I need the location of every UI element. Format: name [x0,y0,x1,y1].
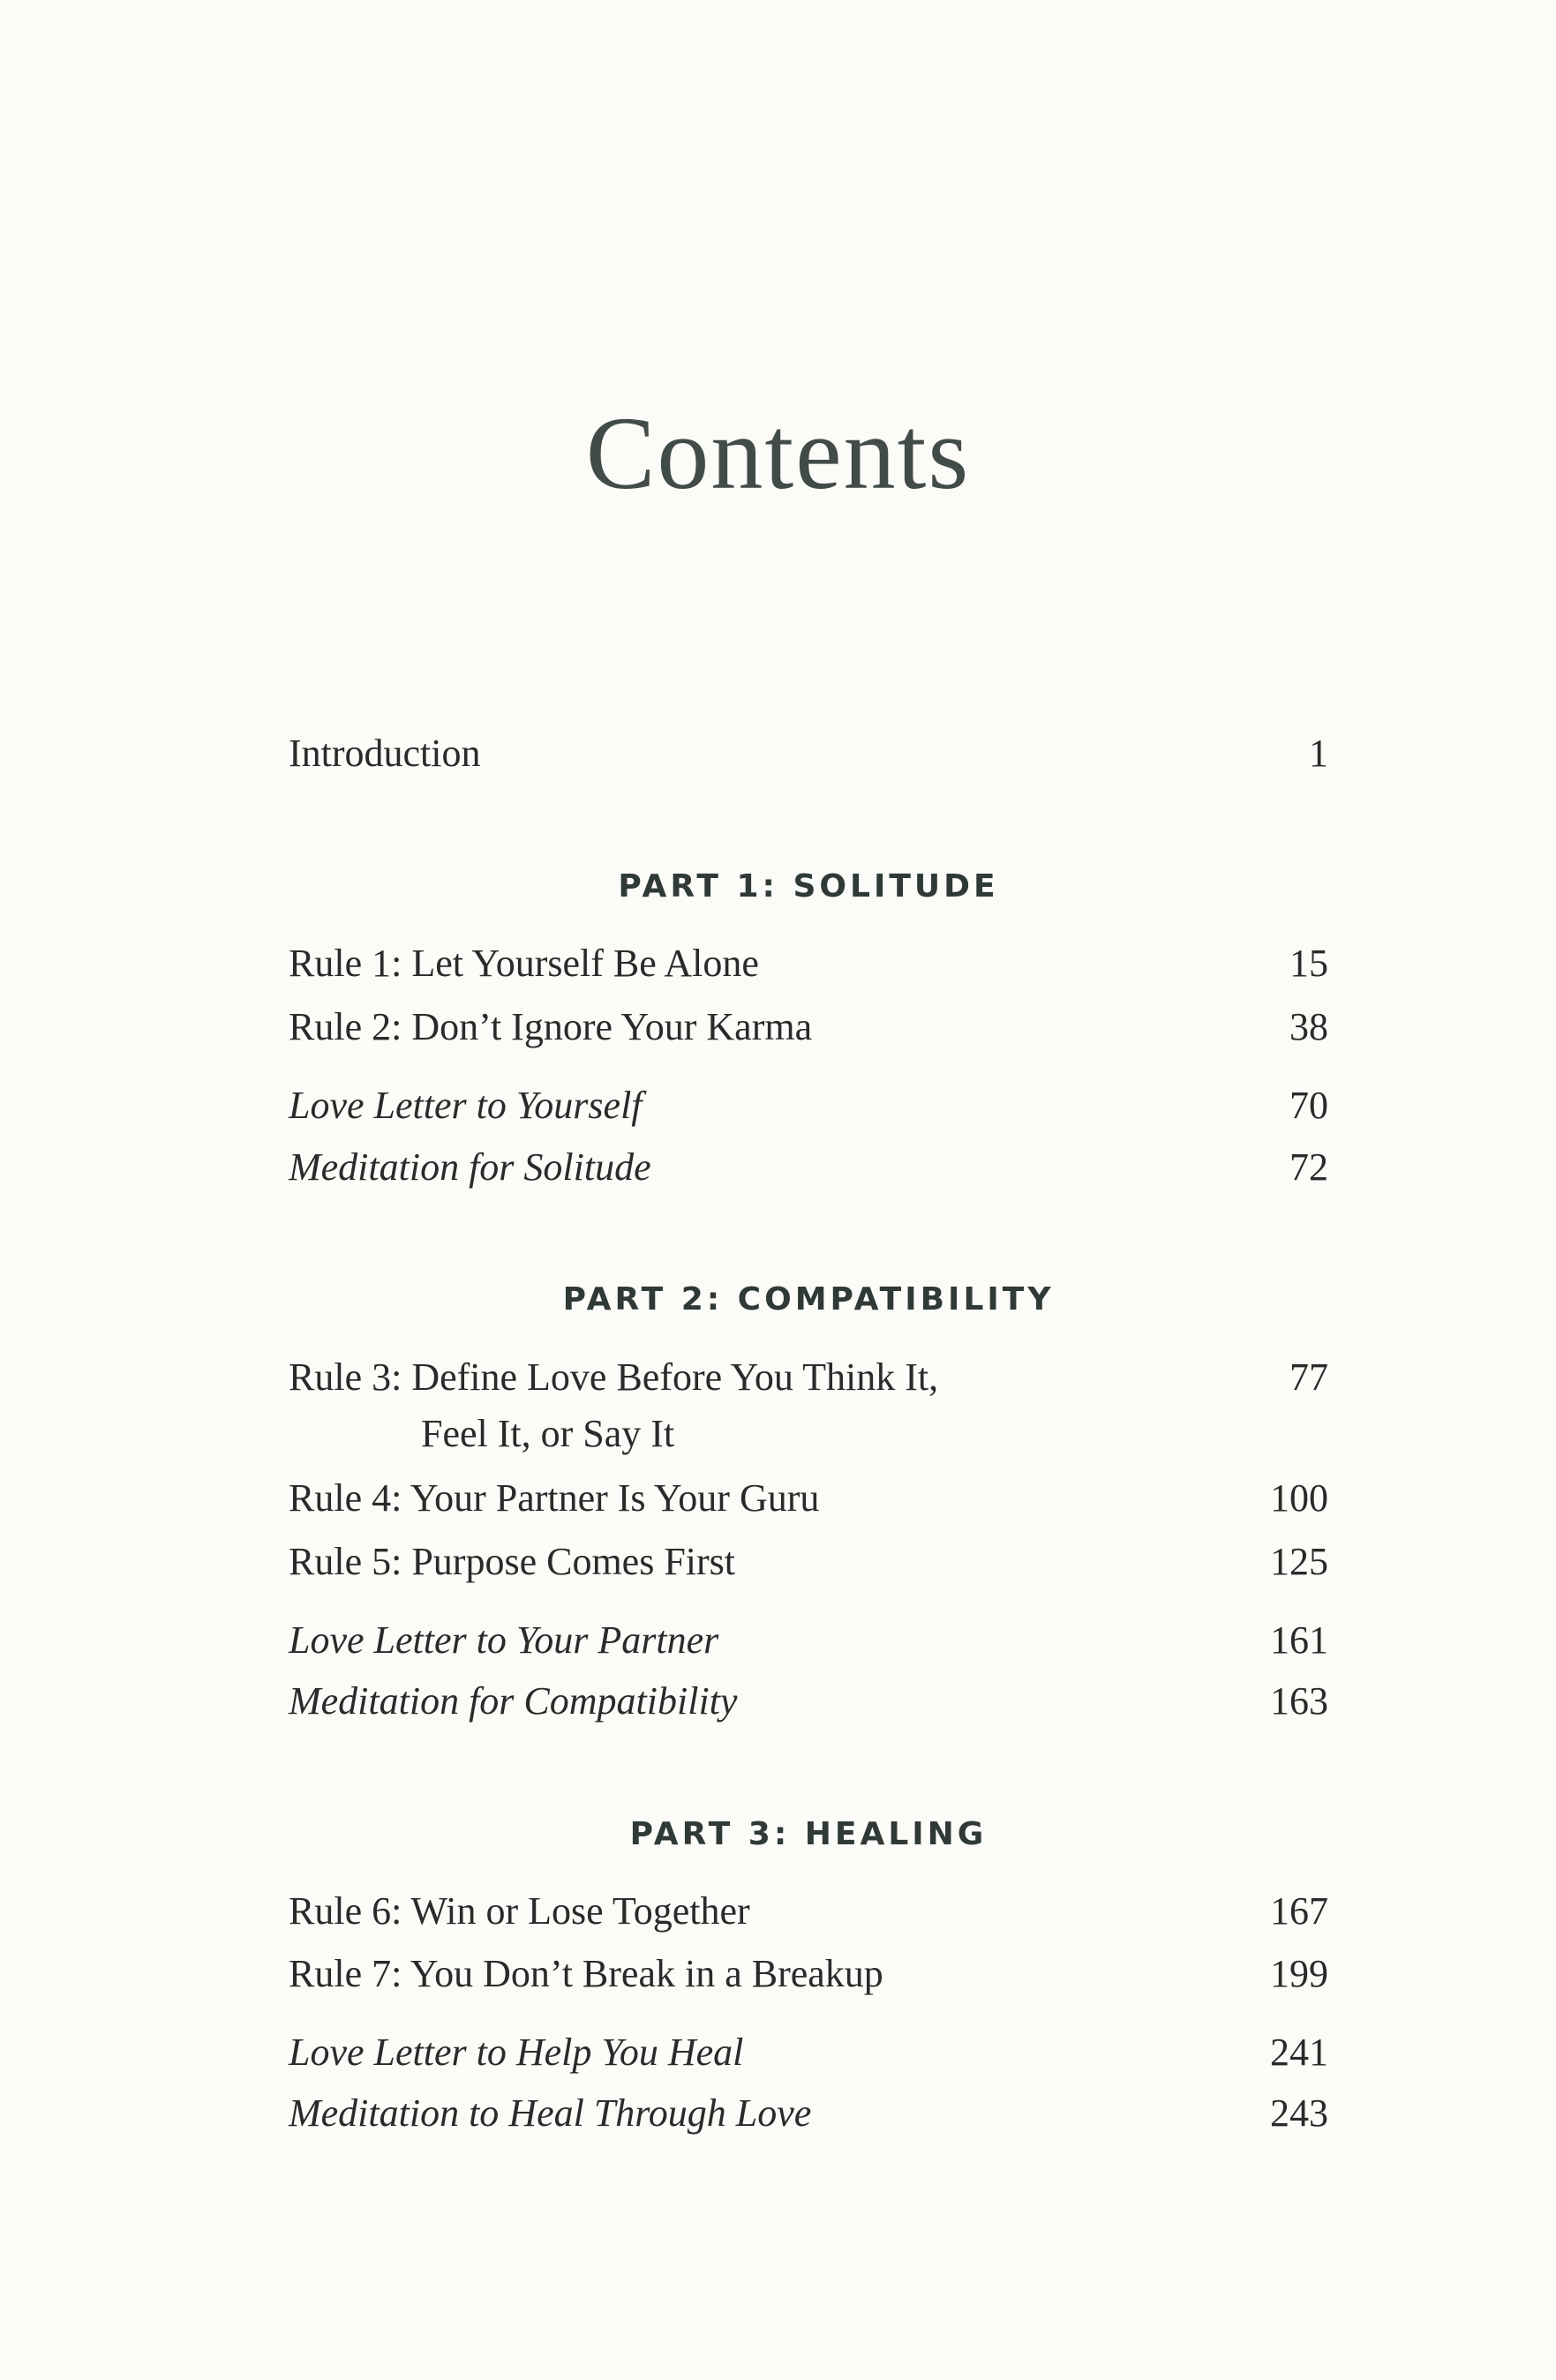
toc-entry-label-continuation: Feel It, or Say It [421,1412,675,1455]
toc-entry-label: Meditation for Compatibility [289,1679,738,1723]
part-heading-2: PART 2: COMPATIBILITY [562,1281,1055,1318]
toc-entry-page: 72 [1289,1145,1328,1189]
toc-entry-page: 70 [1289,1084,1328,1127]
toc-entry-label: Meditation to Heal Through Love [289,2091,812,2135]
toc-entry-label: Rule 3: Define Love Before You Think It, [289,1355,939,1399]
toc-entry-page: 243 [1270,2091,1328,2135]
toc-entry-page: 161 [1270,1618,1328,1662]
toc-entry-page: 167 [1270,1889,1328,1933]
page-title: Contents [585,395,971,511]
part-heading-1: PART 1: SOLITUDE [618,868,999,905]
toc-entry-label: Rule 7: You Don’t Break in a Breakup [289,1952,883,1995]
toc-entry-page: 38 [1289,1005,1328,1048]
toc-entry-page: 1 [1309,732,1328,775]
toc-entry-label: Love Letter to Your Partner [289,1618,719,1662]
toc-entry-label: Rule 5: Purpose Comes First [289,1540,736,1583]
toc-entry-label: Rule 4: Your Partner Is Your Guru [289,1476,820,1520]
toc-entry-page: 15 [1289,942,1328,985]
toc-entry-page: 125 [1270,1540,1328,1583]
toc-entry-label: Rule 2: Don’t Ignore Your Karma [289,1005,813,1048]
toc-entry-label: Love Letter to Yourself [289,1084,643,1127]
toc-entry-label: Rule 6: Win or Lose Together [289,1889,750,1933]
toc-entry-label: Meditation for Solitude [289,1145,651,1189]
toc-entry-page: 199 [1270,1952,1328,1995]
toc-entry-page: 163 [1270,1679,1328,1723]
part-heading-3: PART 3: HEALING [629,1816,988,1852]
toc-entry-label: Rule 1: Let Yourself Be Alone [289,942,759,985]
toc-entry-label: Introduction [289,732,481,775]
toc-entry-page: 241 [1270,2031,1328,2074]
toc-entry-page: 77 [1289,1355,1328,1399]
toc-entry-label: Love Letter to Help You Heal [289,2031,744,2074]
toc-entry-page: 100 [1270,1476,1328,1520]
